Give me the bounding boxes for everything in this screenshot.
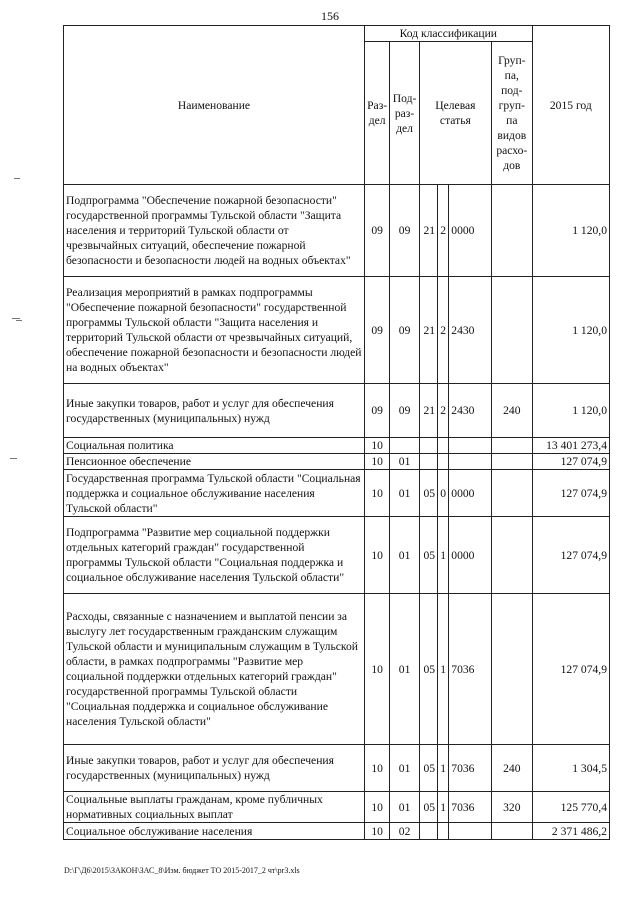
row-target-direction: 7036 bbox=[449, 594, 492, 745]
row-name: Подпрограмма "Обеспечение пожарной безопасности" государственной программы Тульской области "Защита населения и территорий Тульской области от чрезвычайных ситуаций, обеспечение пожарной безопасности и безопасности людей на водных объектах" bbox=[64, 185, 365, 277]
row-target-direction: 7036 bbox=[449, 792, 492, 823]
row-name: Государственная программа Тульской области "Социальная поддержка и социальное обслуживание населения Тульской области" bbox=[64, 470, 365, 517]
row-target-subprogram: 1 bbox=[438, 594, 449, 745]
row-podrazdel bbox=[390, 438, 419, 454]
row-name: Подпрограмма "Развитие мер социальной поддержки отдельных категорий граждан" государственной программы Тульской области "Социальная поддержка и социальное обслуживание населения Тульской области" bbox=[64, 517, 365, 594]
row-podrazdel: 01 bbox=[390, 745, 419, 792]
row-podrazdel: 01 bbox=[390, 594, 419, 745]
row-expense-type bbox=[491, 277, 532, 384]
row-name: Пенсионное обеспечение bbox=[64, 454, 365, 470]
row-amount: 125 770,4 bbox=[532, 792, 609, 823]
row-expense-type: 320 bbox=[491, 792, 532, 823]
row-target-subprogram bbox=[438, 438, 449, 454]
row-target-subprogram: 1 bbox=[438, 745, 449, 792]
row-razdel: 10 bbox=[364, 792, 389, 823]
table-row bbox=[64, 277, 610, 384]
row-name: Расходы, связанные с назначением и выплатой пенсии за выслугу лет государственным гражданским служащим Тульской области и муниципальным служащим в Тульской области, в рамках подпрограммы "Развитие мер социальной поддержки отдельных категорий граждан" государственной программы Тульской области "Социальная поддержка и социальное обслуживание населения Тульской области" bbox=[64, 594, 365, 745]
row-podrazdel: 01 bbox=[390, 792, 419, 823]
row-target-program: 21 bbox=[419, 185, 437, 277]
row-expense-type bbox=[491, 594, 532, 745]
row-razdel: 10 bbox=[364, 438, 389, 454]
row-expense-type bbox=[491, 438, 532, 454]
row-razdel: 09 bbox=[364, 384, 389, 438]
row-podrazdel: 01 bbox=[390, 517, 419, 594]
table-row bbox=[64, 454, 610, 470]
row-razdel: 10 bbox=[364, 470, 389, 517]
row-amount: 1 120,0 bbox=[532, 384, 609, 438]
row-expense-type bbox=[491, 454, 532, 470]
row-amount: 1 304,5 bbox=[532, 745, 609, 792]
row-podrazdel: 09 bbox=[390, 277, 419, 384]
row-target-direction: 0000 bbox=[449, 517, 492, 594]
table-body bbox=[64, 185, 610, 840]
row-name: Реализация мероприятий в рамках подпрограммы "Обеспечение пожарной безопасности" государственной программы Тульской области "Защита населения и территорий Тульской области от чрезвычайных ситуаций, обеспечение пожарной безопасности и безопасности людей на водных объектах" bbox=[64, 277, 365, 384]
row-target-program: 05 bbox=[419, 792, 437, 823]
header-code: Код классификации bbox=[364, 26, 532, 42]
row-target-program: 05 bbox=[419, 517, 437, 594]
row-target-subprogram bbox=[438, 823, 449, 840]
row-target-subprogram: 0 bbox=[438, 470, 449, 517]
row-podrazdel: 02 bbox=[390, 823, 419, 840]
file-path-footer: D:\Г\Д6\2015\ЗАКОН\ЗАС_8\Изм. бюджет ТО 2015-2017_2 чт\pr3.xls bbox=[64, 866, 300, 875]
row-podrazdel: 01 bbox=[390, 470, 419, 517]
margin-mark bbox=[12, 318, 20, 319]
header-name: Наименование bbox=[64, 26, 365, 185]
header-target: Целевая статья bbox=[419, 42, 491, 185]
table-row bbox=[64, 792, 610, 823]
row-target-direction: 0000 bbox=[449, 185, 492, 277]
row-amount: 127 074,9 bbox=[532, 517, 609, 594]
row-target-subprogram: 2 bbox=[438, 185, 449, 277]
row-amount: 127 074,9 bbox=[532, 454, 609, 470]
header-section: Раз- дел bbox=[364, 42, 389, 185]
row-target-direction: 0000 bbox=[449, 470, 492, 517]
row-target-program bbox=[419, 823, 437, 840]
row-razdel: 10 bbox=[364, 823, 389, 840]
row-podrazdel: 01 bbox=[390, 454, 419, 470]
row-amount: 127 074,9 bbox=[532, 470, 609, 517]
table-row bbox=[64, 745, 610, 792]
row-target-program: 05 bbox=[419, 470, 437, 517]
margin-mark bbox=[10, 458, 17, 459]
row-target-subprogram: 1 bbox=[438, 517, 449, 594]
row-target-direction bbox=[449, 454, 492, 470]
header-group: Груп- па, под- груп- па видов расхо- дов bbox=[491, 42, 532, 185]
table-row bbox=[64, 594, 610, 745]
margin-mark bbox=[14, 178, 20, 179]
table-row bbox=[64, 823, 610, 840]
table-row bbox=[64, 470, 610, 517]
row-target-program bbox=[419, 454, 437, 470]
header-row bbox=[64, 26, 610, 42]
row-podrazdel: 09 bbox=[390, 185, 419, 277]
row-target-program: 05 bbox=[419, 594, 437, 745]
row-target-direction bbox=[449, 438, 492, 454]
row-razdel: 10 bbox=[364, 517, 389, 594]
row-target-subprogram bbox=[438, 454, 449, 470]
row-amount: 1 120,0 bbox=[532, 185, 609, 277]
row-razdel: 10 bbox=[364, 454, 389, 470]
row-expense-type: 240 bbox=[491, 745, 532, 792]
row-target-program bbox=[419, 438, 437, 454]
row-expense-type bbox=[491, 185, 532, 277]
row-name: Иные закупки товаров, работ и услуг для обеспечения государственных (муниципальных) нужд bbox=[64, 384, 365, 438]
row-amount: 1 120,0 bbox=[532, 277, 609, 384]
row-razdel: 10 bbox=[364, 745, 389, 792]
header-subsection: Под- раз- дел bbox=[390, 42, 419, 185]
table-row bbox=[64, 185, 610, 277]
budget-table bbox=[63, 25, 610, 840]
row-target-direction: 2430 bbox=[449, 384, 492, 438]
table-row bbox=[64, 384, 610, 438]
header-year: 2015 год bbox=[532, 26, 609, 185]
row-target-direction bbox=[449, 823, 492, 840]
page-number: 156 bbox=[321, 9, 339, 23]
row-expense-type bbox=[491, 517, 532, 594]
row-target-direction: 2430 bbox=[449, 277, 492, 384]
row-name: Социальные выплаты гражданам, кроме публичных нормативных социальных выплат bbox=[64, 792, 365, 823]
row-target-subprogram: 2 bbox=[438, 384, 449, 438]
row-expense-type: 240 bbox=[491, 384, 532, 438]
row-target-program: 21 bbox=[419, 277, 437, 384]
row-name: Иные закупки товаров, работ и услуг для обеспечения государственных (муниципальных) нужд bbox=[64, 745, 365, 792]
row-podrazdel: 09 bbox=[390, 384, 419, 438]
row-target-subprogram: 2 bbox=[438, 277, 449, 384]
table-row bbox=[64, 438, 610, 454]
row-amount: 13 401 273,4 bbox=[532, 438, 609, 454]
row-name: Социальная политика bbox=[64, 438, 365, 454]
row-razdel: 09 bbox=[364, 185, 389, 277]
row-razdel: 10 bbox=[364, 594, 389, 745]
row-target-program: 05 bbox=[419, 745, 437, 792]
row-amount: 2 371 486,2 bbox=[532, 823, 609, 840]
row-name: Социальное обслуживание населения bbox=[64, 823, 365, 840]
margin-mark bbox=[16, 320, 22, 321]
row-amount: 127 074,9 bbox=[532, 594, 609, 745]
row-target-direction: 7036 bbox=[449, 745, 492, 792]
table-row bbox=[64, 517, 610, 594]
row-razdel: 09 bbox=[364, 277, 389, 384]
row-target-program: 21 bbox=[419, 384, 437, 438]
row-target-subprogram: 1 bbox=[438, 792, 449, 823]
row-expense-type bbox=[491, 823, 532, 840]
row-expense-type bbox=[491, 470, 532, 517]
